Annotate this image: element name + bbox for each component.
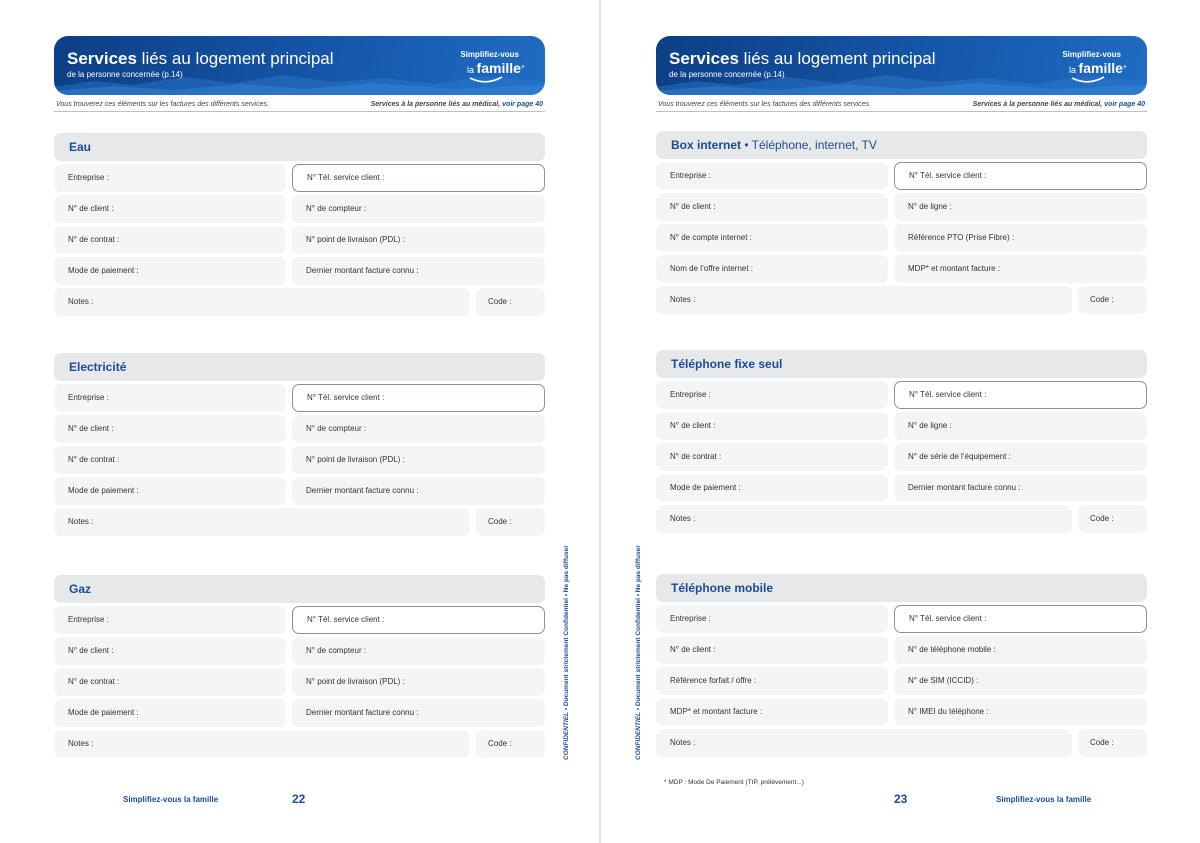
contract-number-field[interactable]: N° de contrat : <box>54 446 286 474</box>
last-invoice-field[interactable]: Dernier montant facture connu : <box>292 477 545 505</box>
payment-mode-field[interactable]: Mode de paiement : <box>656 474 888 502</box>
payment-mode-field[interactable]: Mode de paiement : <box>54 257 286 285</box>
page-number: 22 <box>292 792 306 806</box>
page-title: Services liés au logement principal <box>67 49 334 68</box>
notes-field[interactable]: Notes : <box>54 288 470 316</box>
entreprise-field[interactable]: Entreprise : <box>656 605 888 633</box>
smile-swoosh-icon <box>1071 76 1105 84</box>
last-invoice-field[interactable]: Dernier montant facture connu : <box>894 474 1147 502</box>
payment-mode-field[interactable]: Mode de paiement : <box>54 699 286 727</box>
payment-mode-field[interactable]: Mode de paiement : <box>54 477 286 505</box>
mdp-amount-field[interactable]: MDP* et montant facture : <box>656 698 888 726</box>
entreprise-field[interactable]: Entreprise : <box>656 162 888 190</box>
confidential-notice: CONFIDENTIEL • Document strictement Confidentiel • Ne pas diffuser <box>635 545 642 760</box>
code-field[interactable]: Code : <box>476 508 545 536</box>
pdl-field[interactable]: N° point de livraison (PDL) : <box>292 226 545 254</box>
phone-service-field[interactable]: N° Tél. service client : <box>292 606 545 634</box>
pdl-field[interactable]: N° point de livraison (PDL) : <box>292 668 545 696</box>
brand-logo: Simplifiez-vous la famille+ <box>1047 50 1127 86</box>
meter-number-field[interactable]: N° de compteur : <box>292 637 545 665</box>
section-title: Eau <box>54 133 545 161</box>
code-field[interactable]: Code : <box>1078 729 1147 757</box>
pdl-field[interactable]: N° point de livraison (PDL) : <box>292 446 545 474</box>
smile-swoosh-icon <box>469 76 503 84</box>
brand-logo: Simplifiez-vous la famille+ <box>445 50 525 86</box>
mobile-number-field[interactable]: N° de téléphone mobile : <box>894 636 1147 664</box>
contract-number-field[interactable]: N° de contrat : <box>54 668 286 696</box>
phone-service-field[interactable]: N° Tél. service client : <box>292 164 545 192</box>
entreprise-field[interactable]: Entreprise : <box>54 384 286 412</box>
code-field[interactable]: Code : <box>1078 286 1147 314</box>
page-header-banner <box>656 36 1147 95</box>
footnote: * MDP : Mode De Paiement (TIP, prélèvement...) <box>664 779 804 786</box>
client-number-field[interactable]: N° de client : <box>54 415 286 443</box>
contract-number-field[interactable]: N° de contrat : <box>54 226 286 254</box>
phone-service-field[interactable]: N° Tél. service client : <box>894 605 1147 633</box>
entreprise-field[interactable]: Entreprise : <box>54 164 286 192</box>
phone-service-field[interactable]: N° Tél. service client : <box>894 162 1147 190</box>
section-title: Téléphone mobile <box>656 574 1147 602</box>
right-page <box>601 0 1200 843</box>
code-field[interactable]: Code : <box>476 288 545 316</box>
phone-service-field[interactable]: N° Tél. service client : <box>894 381 1147 409</box>
offer-name-field[interactable]: Nom de l’offre internet : <box>656 255 888 283</box>
line-number-field[interactable]: N° de ligne : <box>894 412 1147 440</box>
notes-field[interactable]: Notes : <box>54 508 470 536</box>
section-title: Gaz <box>54 575 545 603</box>
equipment-serial-field[interactable]: N° de série de l’équipement : <box>894 443 1147 471</box>
section-title: Electricité <box>54 353 545 381</box>
client-number-field[interactable]: N° de client : <box>54 637 286 665</box>
page-header-banner <box>54 36 545 95</box>
footer-brand: Simplifiez-vous la famille <box>123 795 219 804</box>
sim-iccid-field[interactable]: N° de SIM (ICCID) : <box>894 667 1147 695</box>
left-page <box>0 0 599 843</box>
page-40-link[interactable]: voir page 40 <box>1102 101 1145 108</box>
section-box-internet <box>656 131 1147 314</box>
meter-number-field[interactable]: N° de compteur : <box>292 195 545 223</box>
section-electricite <box>54 353 545 536</box>
last-invoice-field[interactable]: Dernier montant facture connu : <box>292 257 545 285</box>
code-field[interactable]: Code : <box>1078 505 1147 533</box>
page-subtitle: de la personne concernée (p.14) <box>67 70 183 79</box>
internet-account-field[interactable]: N° de compte internet : <box>656 224 888 252</box>
phone-service-field[interactable]: N° Tél. service client : <box>292 384 545 412</box>
section-eau <box>54 133 545 316</box>
section-gaz <box>54 575 545 758</box>
notes-field[interactable]: Notes : <box>656 505 1072 533</box>
section-telephone-mobile <box>656 574 1147 757</box>
meter-number-field[interactable]: N° de compteur : <box>292 415 545 443</box>
page-subtitle: de la personne concernée (p.14) <box>669 70 785 79</box>
section-title: Box internet • Téléphone, internet, TV <box>656 131 1147 159</box>
info-line: Vous trouverez ces éléments sur les factures des différents services. Services à la personne liés au médical, voir page 40 <box>656 100 1147 112</box>
entreprise-field[interactable]: Entreprise : <box>656 381 888 409</box>
notes-field[interactable]: Notes : <box>54 730 470 758</box>
plan-reference-field[interactable]: Référence forfait / offre : <box>656 667 888 695</box>
client-number-field[interactable]: N° de client : <box>54 195 286 223</box>
client-number-field[interactable]: N° de client : <box>656 193 888 221</box>
pto-reference-field[interactable]: Référence PTO (Prise Fibre) : <box>894 224 1147 252</box>
notes-field[interactable]: Notes : <box>656 286 1072 314</box>
page-number: 23 <box>894 792 908 806</box>
confidential-notice: CONFIDENTIEL • Document strictement Confidentiel • Ne pas diffuser <box>563 545 570 760</box>
entreprise-field[interactable]: Entreprise : <box>54 606 286 634</box>
client-number-field[interactable]: N° de client : <box>656 636 888 664</box>
section-telephone-fixe <box>656 350 1147 533</box>
last-invoice-field[interactable]: Dernier montant facture connu : <box>292 699 545 727</box>
page-40-link[interactable]: voir page 40 <box>500 101 543 108</box>
client-number-field[interactable]: N° de client : <box>656 412 888 440</box>
code-field[interactable]: Code : <box>476 730 545 758</box>
contract-number-field[interactable]: N° de contrat : <box>656 443 888 471</box>
footer-brand: Simplifiez-vous la famille <box>996 795 1092 804</box>
page-title: Services liés au logement principal <box>669 49 936 68</box>
line-number-field[interactable]: N° de ligne : <box>894 193 1147 221</box>
section-title: Téléphone fixe seul <box>656 350 1147 378</box>
mdp-amount-field[interactable]: MDP* et montant facture : <box>894 255 1147 283</box>
notes-field[interactable]: Notes : <box>656 729 1072 757</box>
info-line: Vous trouverez ces éléments sur les factures des différents services. Services à la personne liés au médical, voir page 40 <box>54 100 545 112</box>
imei-field[interactable]: N° IMEI du téléphone : <box>894 698 1147 726</box>
